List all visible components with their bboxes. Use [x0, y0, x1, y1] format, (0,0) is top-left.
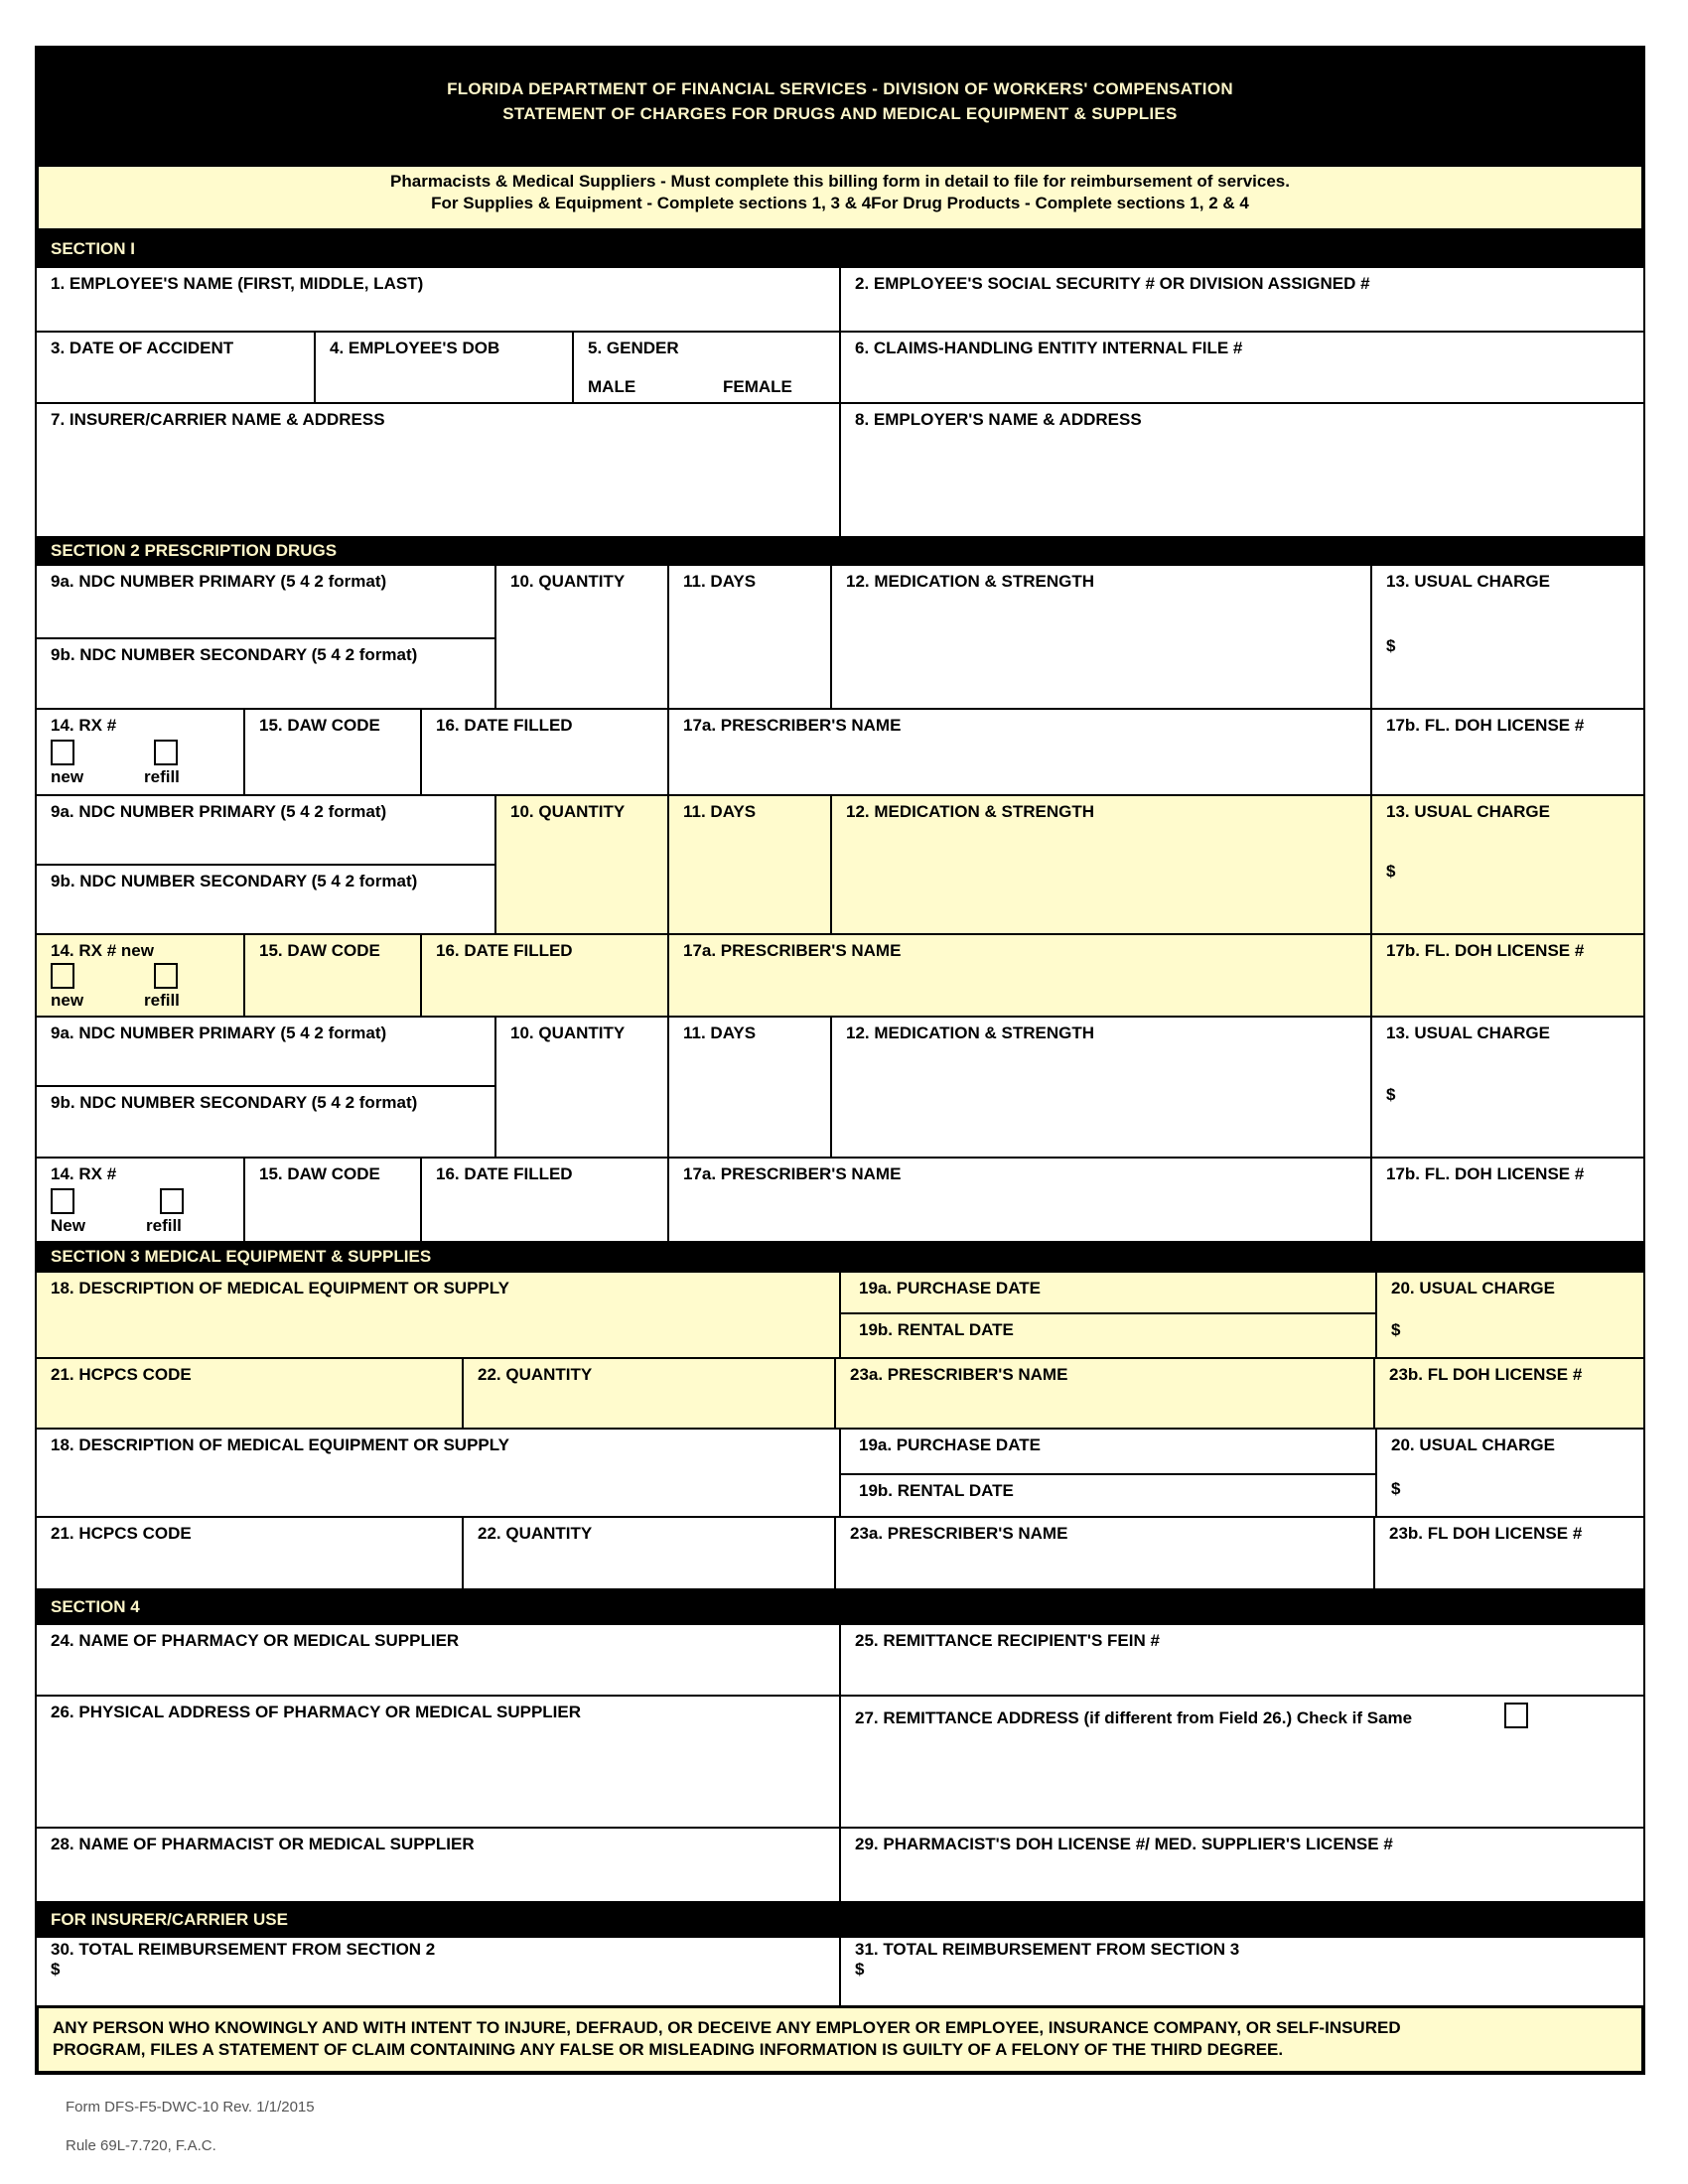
- check-if-same-checkbox[interactable]: [1504, 1703, 1528, 1728]
- field-6-claims-file-number[interactable]: [839, 331, 1645, 404]
- days-label: 11. DAYS: [683, 1024, 757, 1042]
- equip-2-description[interactable]: [35, 1428, 841, 1518]
- doh-license-label: 23b. FL DOH LICENSE #: [1389, 1524, 1583, 1543]
- quantity-label: 22. QUANTITY: [478, 1524, 593, 1543]
- rx-new-label: new: [51, 991, 84, 1010]
- field-7-label: 7. INSURER/CARRIER NAME & ADDRESS: [51, 410, 385, 429]
- ndc-primary-label: 9a. NDC NUMBER PRIMARY (5 4 2 format): [51, 572, 387, 591]
- insurer-use-header: FOR INSURER/CARRIER USE: [35, 1901, 1645, 1938]
- dollar-sign: $: [855, 1960, 865, 1979]
- rx-refill-checkbox[interactable]: [160, 1188, 184, 1214]
- equip-2-rental-date[interactable]: [839, 1473, 1377, 1518]
- instructions-line-1: Pharmacists & Medical Suppliers - Must complete this billing form in detail to file for reimbursement of services.: [390, 172, 1290, 191]
- ndc-secondary-label: 9b. NDC NUMBER SECONDARY (5 4 2 format): [51, 645, 418, 664]
- rx-refill-label: refill: [144, 767, 180, 786]
- field-1-label: 1. EMPLOYEE'S NAME (FIRST, MIDDLE, LAST): [51, 274, 424, 293]
- section-1-header: SECTION I: [35, 231, 1645, 267]
- drug-2-quantity[interactable]: [494, 794, 669, 935]
- equip-2-prescriber-name[interactable]: [834, 1516, 1375, 1590]
- prescriber-name-label: 23a. PRESCRIBER'S NAME: [850, 1524, 1068, 1543]
- drug-3-days[interactable]: [667, 1016, 832, 1159]
- drug-3-usual-charge[interactable]: [1370, 1016, 1645, 1159]
- field-24-label: 24. NAME OF PHARMACY OR MEDICAL SUPPLIER: [51, 1631, 460, 1650]
- date-filled-label: 16. DATE FILLED: [436, 716, 573, 735]
- section-3-header: SECTION 3 MEDICAL EQUIPMENT & SUPPLIES: [35, 1241, 1645, 1273]
- field-4-label: 4. EMPLOYEE'S DOB: [330, 339, 500, 357]
- drug-2-doh-license[interactable]: [1370, 933, 1645, 1018]
- field-2-employee-ssn[interactable]: [839, 266, 1645, 333]
- drug-1-ndc-primary[interactable]: [35, 564, 496, 639]
- prescriber-name-label: 17a. PRESCRIBER'S NAME: [683, 716, 902, 735]
- field-31-total-section-3[interactable]: [839, 1936, 1645, 2007]
- usual-charge-label: 13. USUAL CHARGE: [1386, 1024, 1550, 1042]
- drug-3-quantity[interactable]: [494, 1016, 669, 1159]
- dollar-sign: $: [1386, 1085, 1396, 1104]
- drug-1-ndc-secondary[interactable]: [35, 637, 496, 710]
- form-header: [35, 46, 1645, 165]
- drug-1-quantity[interactable]: [494, 564, 669, 710]
- drug-1-prescriber-name[interactable]: [667, 708, 1372, 796]
- rx-new-checkbox[interactable]: [51, 1188, 74, 1214]
- rx-refill-checkbox[interactable]: [154, 740, 178, 765]
- drug-2-prescriber-name[interactable]: [667, 933, 1372, 1018]
- equip-1-prescriber-name[interactable]: [834, 1357, 1375, 1430]
- quantity-label: 10. QUANTITY: [510, 802, 626, 821]
- drug-1-date-filled[interactable]: [420, 708, 669, 796]
- field-8-label: 8. EMPLOYER'S NAME & ADDRESS: [855, 410, 1142, 429]
- medication-label: 12. MEDICATION & STRENGTH: [846, 572, 1094, 591]
- usual-charge-label: 13. USUAL CHARGE: [1386, 572, 1550, 591]
- field-31-label: 31. TOTAL REIMBURSEMENT FROM SECTION 3: [855, 1940, 1240, 1959]
- equip-1-rental-date[interactable]: [839, 1312, 1377, 1359]
- rental-date-label: 19b. RENTAL DATE: [859, 1320, 1014, 1339]
- rental-date-label: 19b. RENTAL DATE: [859, 1481, 1014, 1500]
- section-4-header: SECTION 4: [35, 1588, 1645, 1625]
- field-26-pharmacy-address[interactable]: [35, 1695, 841, 1829]
- field-30-total-section-2[interactable]: [35, 1936, 841, 2007]
- drug-3-prescriber-name[interactable]: [667, 1157, 1372, 1243]
- dollar-sign: $: [51, 1960, 61, 1979]
- ndc-primary-label: 9a. NDC NUMBER PRIMARY (5 4 2 format): [51, 802, 387, 821]
- drug-3-ndc-primary[interactable]: [35, 1016, 496, 1087]
- drug-1-daw-code[interactable]: [243, 708, 422, 796]
- rx-new-checkbox[interactable]: [51, 963, 74, 989]
- field-5-gender: [572, 331, 841, 404]
- days-label: 11. DAYS: [683, 802, 757, 821]
- equip-1-doh-license[interactable]: [1373, 1357, 1645, 1430]
- field-28-label: 28. NAME OF PHARMACIST OR MEDICAL SUPPLIER: [51, 1835, 475, 1853]
- rx-new-checkbox[interactable]: [51, 740, 74, 765]
- fraud-warning-line-1: ANY PERSON WHO KNOWINGLY AND WITH INTENT TO INJURE, DEFRAUD, OR DECEIVE ANY EMPLOYER OR EMPLOYEE, INSURANCE COMPANY, OR SELF-INSURED: [53, 2018, 1401, 2037]
- field-7-insurer-name-address[interactable]: [35, 402, 841, 538]
- drug-1-medication[interactable]: [830, 564, 1372, 710]
- rx-new-label: new: [51, 767, 84, 786]
- dollar-sign: $: [1391, 1320, 1401, 1339]
- field-3-date-of-accident[interactable]: [35, 331, 316, 404]
- drug-2-date-filled[interactable]: [420, 933, 669, 1018]
- prescriber-name-label: 17a. PRESCRIBER'S NAME: [683, 941, 902, 960]
- field-28-pharmacist-name[interactable]: [35, 1827, 841, 1903]
- equip-2-usual-charge[interactable]: [1375, 1428, 1645, 1518]
- medication-label: 12. MEDICATION & STRENGTH: [846, 1024, 1094, 1042]
- drug-2-ndc-secondary[interactable]: [35, 864, 496, 935]
- equip-1-purchase-date[interactable]: [839, 1271, 1377, 1314]
- quantity-label: 10. QUANTITY: [510, 1024, 626, 1042]
- description-label: 18. DESCRIPTION OF MEDICAL EQUIPMENT OR SUPPLY: [51, 1435, 509, 1454]
- field-30-label: 30. TOTAL REIMBURSEMENT FROM SECTION 2: [51, 1940, 436, 1959]
- field-24-pharmacy-name[interactable]: [35, 1623, 841, 1697]
- rx-label: 14. RX #: [51, 1164, 117, 1183]
- field-5-label: 5. GENDER: [588, 339, 679, 357]
- fraud-warning: [35, 2005, 1645, 2075]
- field-3-label: 3. DATE OF ACCIDENT: [51, 339, 234, 357]
- doh-license-label: 17b. FL. DOH LICENSE #: [1386, 941, 1585, 960]
- quantity-label: 22. QUANTITY: [478, 1365, 593, 1384]
- equip-2-hcpcs-code[interactable]: [35, 1516, 464, 1590]
- rx-refill-label: refill: [146, 1216, 182, 1235]
- purchase-date-label: 19a. PURCHASE DATE: [859, 1279, 1041, 1297]
- equip-2-purchase-date[interactable]: [839, 1428, 1377, 1475]
- rx-label: 14. RX # new: [51, 941, 154, 960]
- days-label: 11. DAYS: [683, 572, 757, 591]
- drug-3-date-filled[interactable]: [420, 1157, 669, 1243]
- daw-code-label: 15. DAW CODE: [259, 941, 380, 960]
- drug-3-ndc-secondary[interactable]: [35, 1085, 496, 1159]
- usual-charge-label: 20. USUAL CHARGE: [1391, 1279, 1555, 1297]
- gender-male-option[interactable]: MALE: [588, 377, 636, 396]
- field-25-label: 25. REMITTANCE RECIPIENT'S FEIN #: [855, 1631, 1160, 1650]
- doh-license-label: 23b. FL DOH LICENSE #: [1389, 1365, 1583, 1384]
- field-8-employer-name-address[interactable]: [839, 402, 1645, 538]
- drug-3-doh-license[interactable]: [1370, 1157, 1645, 1243]
- quantity-label: 10. QUANTITY: [510, 572, 626, 591]
- instructions-banner: [35, 163, 1645, 232]
- fraud-warning-line-2: PROGRAM, FILES A STATEMENT OF CLAIM CONTAINING ANY FALSE OR MISLEADING INFORMATION IS GUILTY OF A FELONY OF THE THIRD DEGREE.: [53, 2040, 1284, 2059]
- drug-2-days[interactable]: [667, 794, 832, 935]
- field-29-pharmacist-license[interactable]: [839, 1827, 1645, 1903]
- drug-1-rx-number[interactable]: [35, 708, 245, 796]
- field-6-label: 6. CLAIMS-HANDLING ENTITY INTERNAL FILE #: [855, 339, 1243, 357]
- daw-code-label: 15. DAW CODE: [259, 1164, 380, 1183]
- drug-2-rx-number[interactable]: [35, 933, 245, 1018]
- drug-2-usual-charge[interactable]: [1370, 794, 1645, 935]
- drug-3-rx-number[interactable]: [35, 1157, 245, 1243]
- field-27-label: 27. REMITTANCE ADDRESS (if different from Field 26.) Check if Same: [855, 1708, 1413, 1727]
- prescriber-name-label: 23a. PRESCRIBER'S NAME: [850, 1365, 1068, 1384]
- dollar-sign: $: [1391, 1479, 1401, 1498]
- description-label: 18. DESCRIPTION OF MEDICAL EQUIPMENT OR SUPPLY: [51, 1279, 509, 1297]
- ndc-primary-label: 9a. NDC NUMBER PRIMARY (5 4 2 format): [51, 1024, 387, 1042]
- equip-1-usual-charge[interactable]: [1375, 1271, 1645, 1359]
- dollar-sign: $: [1386, 636, 1396, 655]
- field-29-label: 29. PHARMACIST'S DOH LICENSE #/ MED. SUPPLIER'S LICENSE #: [855, 1835, 1393, 1853]
- purchase-date-label: 19a. PURCHASE DATE: [859, 1435, 1041, 1454]
- form-number: Form DFS-F5-DWC-10 Rev. 1/1/2015: [66, 2099, 315, 2116]
- gender-female-option[interactable]: FEMALE: [723, 377, 792, 396]
- section-2-header: SECTION 2 PRESCRIPTION DRUGS: [35, 536, 1645, 566]
- drug-1-usual-charge[interactable]: [1370, 564, 1645, 710]
- field-1-employee-name[interactable]: [35, 266, 841, 333]
- doh-license-label: 17b. FL. DOH LICENSE #: [1386, 716, 1585, 735]
- drug-1-doh-license[interactable]: [1370, 708, 1645, 796]
- drug-2-ndc-primary[interactable]: [35, 794, 496, 866]
- equip-2-doh-license[interactable]: [1373, 1516, 1645, 1590]
- rx-new-label: New: [51, 1216, 85, 1235]
- usual-charge-label: 13. USUAL CHARGE: [1386, 802, 1550, 821]
- field-4-employee-dob[interactable]: [314, 331, 574, 404]
- date-filled-label: 16. DATE FILLED: [436, 941, 573, 960]
- field-2-label: 2. EMPLOYEE'S SOCIAL SECURITY # OR DIVISION ASSIGNED #: [855, 274, 1370, 293]
- daw-code-label: 15. DAW CODE: [259, 716, 380, 735]
- field-25-remittance-fein[interactable]: [839, 1623, 1645, 1697]
- date-filled-label: 16. DATE FILLED: [436, 1164, 573, 1183]
- drug-1-days[interactable]: [667, 564, 832, 710]
- ndc-secondary-label: 9b. NDC NUMBER SECONDARY (5 4 2 format): [51, 1093, 418, 1112]
- prescriber-name-label: 17a. PRESCRIBER'S NAME: [683, 1164, 902, 1183]
- form-title: STATEMENT OF CHARGES FOR DRUGS AND MEDICAL EQUIPMENT & SUPPLIES: [502, 104, 1178, 123]
- rx-refill-checkbox[interactable]: [154, 963, 178, 989]
- form-title-agency: FLORIDA DEPARTMENT OF FINANCIAL SERVICES - DIVISION OF WORKERS' COMPENSATION: [447, 79, 1233, 98]
- drug-3-medication[interactable]: [830, 1016, 1372, 1159]
- doh-license-label: 17b. FL. DOH LICENSE #: [1386, 1164, 1585, 1183]
- rx-refill-label: refill: [144, 991, 180, 1010]
- hcpcs-label: 21. HCPCS CODE: [51, 1524, 192, 1543]
- dollar-sign: $: [1386, 862, 1396, 881]
- equip-1-quantity[interactable]: [462, 1357, 841, 1430]
- drug-2-medication[interactable]: [830, 794, 1372, 935]
- equip-1-hcpcs-code[interactable]: [35, 1357, 464, 1430]
- usual-charge-label: 20. USUAL CHARGE: [1391, 1435, 1555, 1454]
- rule-reference: Rule 69L-7.720, F.A.C.: [66, 2137, 216, 2154]
- field-26-label: 26. PHYSICAL ADDRESS OF PHARMACY OR MEDICAL SUPPLIER: [51, 1703, 582, 1721]
- ndc-secondary-label: 9b. NDC NUMBER SECONDARY (5 4 2 format): [51, 872, 418, 890]
- medication-label: 12. MEDICATION & STRENGTH: [846, 802, 1094, 821]
- equip-2-quantity[interactable]: [462, 1516, 841, 1590]
- drug-2-daw-code[interactable]: [243, 933, 422, 1018]
- hcpcs-label: 21. HCPCS CODE: [51, 1365, 192, 1384]
- equip-1-description[interactable]: [35, 1271, 841, 1359]
- instructions-line-2: For Supplies & Equipment - Complete sections 1, 3 & 4For Drug Products - Complete sections 1, 2 & 4: [431, 194, 1249, 212]
- drug-3-daw-code[interactable]: [243, 1157, 422, 1243]
- rx-label: 14. RX #: [51, 716, 117, 735]
- field-27-remittance-address[interactable]: [839, 1695, 1645, 1829]
